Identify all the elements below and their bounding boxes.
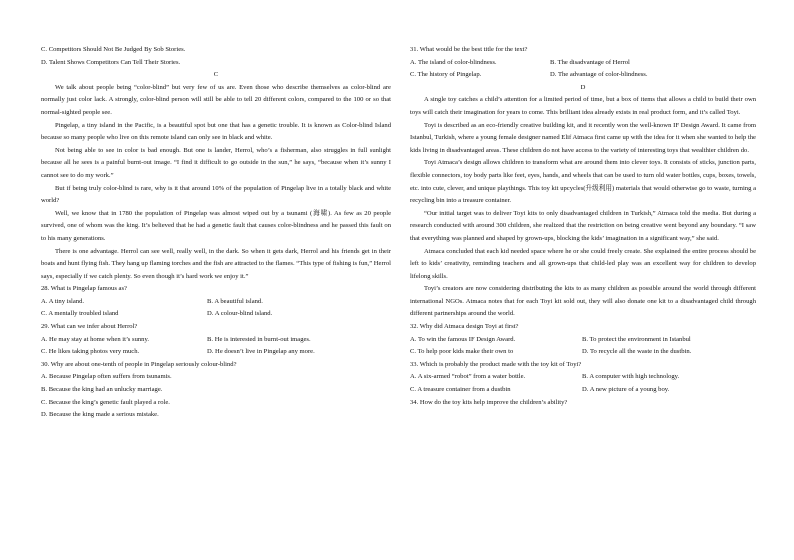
paragraph: Atmaca concluded that each kid needed space where he or she could freely create. She explained the entire process should be left to kids’ creativity, reminding teachers and all grown-ups that child-led play was an excellent way for children to develop lifelong skills. (410, 247, 756, 280)
question-33-options-row (410, 371, 756, 384)
option-c: C. The history of Pingelap. (410, 71, 482, 79)
question-29: 29. What can we infer about Herrol? (41, 323, 138, 331)
option-a: A. To win the famous IF Design Award. (410, 335, 516, 343)
right-column (410, 44, 756, 409)
question-31-options-row (410, 57, 756, 70)
paragraph: Toyi is described as an eco-friendly creative building kit, and it recently won the well-known IF Design Award. It came from Istanbul, Turkish, where a young female designer named Elif Atmaca first came up with the idea for it when she wanted to help the kids living in disadvantaged areas. These children do not have access to the variety of interesting toys that wealthier children do. (410, 121, 756, 154)
option-b: B. A computer with high technology. (582, 373, 680, 381)
question-30: 30. Why are about one-tenth of people in Pingelap seriously colour-blind? (41, 360, 237, 368)
option-a: A. The island of color-blindness. (410, 58, 497, 66)
option-d: D. Because the king made a serious mistake. (41, 411, 159, 419)
option-a: A. Because Pingelap often suffers from tsunamis. (41, 373, 172, 381)
paragraph: But if being truly color-blind is rare, why is it that around 10% of the population of Pingelap live in a totally black and white world? (41, 184, 391, 205)
option-line: D. Talent Shows Competitors Can Tell Their Stories. (41, 58, 181, 66)
option-d: D. A new picture of a young boy. (582, 386, 670, 394)
question-32-options-row (410, 346, 756, 359)
option-d: D. To recycle all the waste in the dustbin. (582, 348, 692, 356)
paragraph: There is one advantage. Herrol can see well, really well, in the dark. So when it gets dark, Herrol and his friends get in their boats and hunt flying fish. They hang up flaming torches and the fish are attracted to the flames. “This type of fishing is fun,” Herrol says, especially if we catch plenty. So even though it’s hard work we enjoy it.” (41, 247, 391, 280)
question-29-options-row (41, 346, 391, 359)
paragraph: “Our initial target was to deliver Toyi kits to only disadvantaged children in Turkish,” Atmaca told the media. But during a research conducted with around 300 children, she realized that the restriction on being creative went beyond any boundary. “I saw that everything was planned and shaped by grown-ups, blocking the kids’ imagination in a significant way,” she said. (410, 209, 756, 242)
option-b: B. He is interested in burnt-out images. (207, 335, 311, 343)
paragraph: A single toy catches a child’s attention for a limited period of time, but a box of items that allows a child to build their own toys will catch their imagination for years to come. This brilliant idea already exists in real product form, and it’s called Toyi. (410, 96, 756, 116)
option-d: D. The advantage of color-blindness. (550, 71, 648, 79)
option-a: A. He may stay at home when it’s sunny. (41, 335, 149, 343)
option-b: B. Because the king had an unlucky marriage. (41, 386, 163, 394)
option-a: A. A tiny island. (41, 297, 85, 305)
section-heading: C (213, 71, 219, 79)
option-a: A. A six-armed “robot” from a water bottle. (410, 373, 526, 381)
question-28-options-row (41, 308, 391, 321)
question-32: 32. Why did Atmaca design Toyi at first? (410, 323, 519, 331)
paragraph: Toyi Atmaca’s design allows children to transform what are around them into clever toys. It consists of sticks, junction parts, flexible connectors, toy body parts like feet, eyes, hands, and wheels that can be used to turn old water bottles, cups, boxes, towels, etc. into cute, clever, and unique playthings. This toy kit upcycles(升级利用) materials that would otherwise go to waste, turning a recycling bin into a treasure container. (410, 159, 756, 205)
question-28-options-row (41, 296, 391, 309)
paragraph: We talk about people being “color-blind” but very few of us are. Even those who describe themselves as color-blind are normally just color lack. A strongly, color-blind person will still be able to tell 20 different colors, compared to the 100 or so that normal-sighted people see. (41, 83, 391, 116)
option-d: D. He doesn’t live in Pingelap any more. (207, 348, 315, 356)
question-28: 28. What is Pingelap famous as? (41, 285, 127, 293)
option-c: C. A mentally troubled island (41, 310, 119, 318)
option-c: C. To help poor kids make their own to (410, 348, 514, 356)
paragraph: Not being able to see in color is bad enough. But one is lander, Herrol, who’s a fisherman, also struggles in full sunlight because all he sees is a painful burnt-out image. “I find it difficult to go outside in the sun,” he says, “because when it’s sunny I cannot see to do my work.” (41, 146, 391, 179)
question-31: 31. What would be the best title for the text? (410, 46, 528, 53)
paragraph: Well, we know that in 1780 the population of Pingelap was almost wiped out by a tsunami (海啸). As few as 20 people survived, one of whom was the king. It’s believed that he had a genetic fault that causes color-blindness and he passed this fault on to his many generations. (41, 209, 391, 242)
left-column (41, 44, 391, 422)
option-d: D. A colour-blind island. (207, 310, 273, 318)
question-31-options-row (410, 69, 756, 82)
option-c: C. Because the king’s genetic fault played a role. (41, 398, 170, 406)
section-heading: D (580, 83, 586, 91)
option-b: B. To protect the environment in Istanbul (582, 335, 691, 343)
question-32-options-row (410, 334, 756, 347)
option-c: C. A treasure container from a dustbin (410, 386, 511, 394)
question-33: 33. Which is probably the product made with the toy kit of Toyi? (410, 360, 582, 368)
option-b: B. The disadvantage of Herrol (550, 58, 630, 66)
paragraph: Pingelap, a tiny island in the Pacific, is a beautiful spot but one that has a genetic trouble. It is known as Color-blind Island because so many people who live on this remote island can only see in black and white. (41, 121, 391, 142)
option-b: B. A beautiful island. (207, 297, 263, 305)
option-c: C. He likes taking photos very much. (41, 348, 140, 356)
question-34: 34. How do the toy kits help improve the children’s ability? (410, 398, 568, 406)
question-33-options-row (410, 384, 756, 397)
paragraph: Toyi’s creators are now considering distributing the kits to as many children as possible around the world through different international NGOs. Atmaca notes that for each Toyi kit sold out, they will also donate one kit to a disadvantaged child through different partnerships around the world. (410, 285, 756, 318)
option-line: C. Competitors Should Not Be Judged By Sob Stories. (41, 46, 186, 53)
question-29-options-row (41, 334, 391, 347)
